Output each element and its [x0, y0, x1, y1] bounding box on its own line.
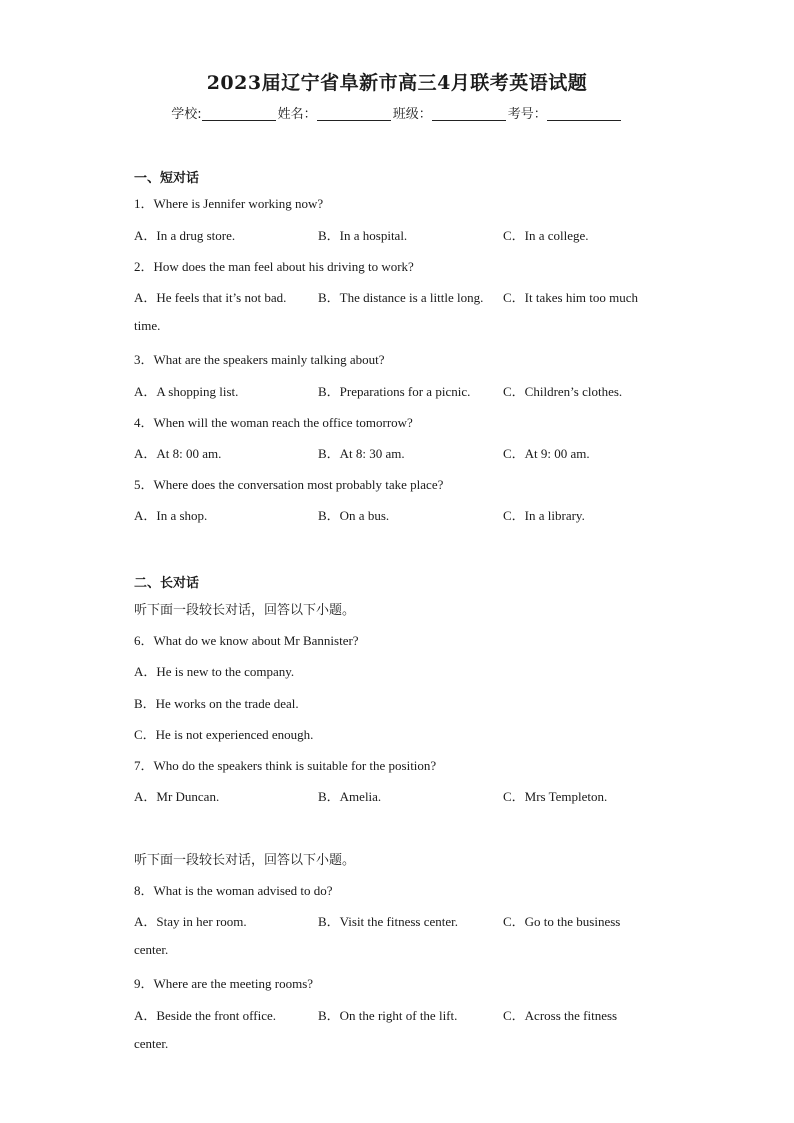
option-a: A．Stay in her room.: [134, 914, 247, 929]
number-blank: [547, 106, 621, 121]
option-a: A．A shopping list.: [134, 384, 239, 399]
option-b: B．On a bus.: [318, 508, 390, 523]
school-blank: [202, 106, 276, 121]
question-text: 2．How does the man feel about his driving to work?: [134, 259, 414, 274]
student-info-line: [0, 103, 794, 122]
option-c-continued: time.: [134, 318, 161, 333]
question-text: 3．What are the speakers mainly talking about?: [134, 352, 385, 367]
option-a: A．At 8: 00 am.: [134, 446, 222, 461]
instruction-text: 听下面一段较长对话，回答以下小题。: [134, 603, 356, 618]
option-c: C．Go to the business: [503, 914, 621, 929]
option-b: B．On the right of the lift.: [318, 1008, 458, 1023]
option-b: B．In a hospital.: [318, 228, 408, 243]
option-a: A．Mr Duncan.: [134, 789, 220, 804]
option-a: A．In a shop.: [134, 508, 208, 523]
question-text: 8．What is the woman advised to do?: [134, 883, 333, 898]
class-label: 班级：: [392, 107, 432, 122]
class-blank: [432, 106, 506, 121]
school-label: 学校:: [171, 107, 202, 122]
option-a: A．He is new to the company.: [134, 664, 295, 679]
option-a: A．In a drug store.: [134, 228, 236, 243]
option-c: C．In a library.: [503, 508, 585, 523]
option-c: C．Across the fitness: [503, 1008, 618, 1023]
question-text: 5．Where does the conversation most probably take place?: [134, 477, 444, 492]
option-b: B．He works on the trade deal.: [134, 696, 299, 711]
option-b: B．Preparations for a picnic.: [318, 384, 471, 399]
question-text: 1．Where is Jennifer working now?: [134, 196, 324, 211]
option-c: C．He is not experienced enough.: [134, 727, 314, 742]
option-c: C．At 9: 00 am.: [503, 446, 590, 461]
instruction-text: 听下面一段较长对话，回答以下小题。: [134, 853, 356, 868]
section-heading: 一、短对话: [134, 171, 200, 186]
option-c: C．Children’s clothes.: [503, 384, 623, 399]
option-c-continued: center.: [134, 942, 169, 957]
number-label: 考号：: [507, 107, 547, 122]
section-heading: 二、长对话: [134, 576, 200, 591]
option-c: C．It takes him too much: [503, 290, 639, 305]
page-title: 2023届辽宁省阜新市高三4月联考英语试题: [206, 72, 588, 94]
option-c-continued: center.: [134, 1036, 169, 1051]
option-c: C．In a college.: [503, 228, 589, 243]
option-b: B．Amelia.: [318, 789, 382, 804]
option-b: B．The distance is a little long.: [318, 290, 484, 305]
option-a: A．He feels that it’s not bad.: [134, 290, 287, 305]
option-b: B．At 8: 30 am.: [318, 446, 405, 461]
name-label: 姓名：: [277, 107, 317, 122]
option-c: C．Mrs Templeton.: [503, 789, 608, 804]
question-text: 7．Who do the speakers think is suitable for the position?: [134, 758, 437, 773]
question-text: 4．When will the woman reach the office tomorrow?: [134, 415, 413, 430]
question-text: 6．What do we know about Mr Bannister?: [134, 633, 359, 648]
option-b: B．Visit the fitness center.: [318, 914, 459, 929]
name-blank: [317, 106, 391, 121]
option-a: A．Beside the front office.: [134, 1008, 276, 1023]
question-text: 9．Where are the meeting rooms?: [134, 976, 314, 991]
